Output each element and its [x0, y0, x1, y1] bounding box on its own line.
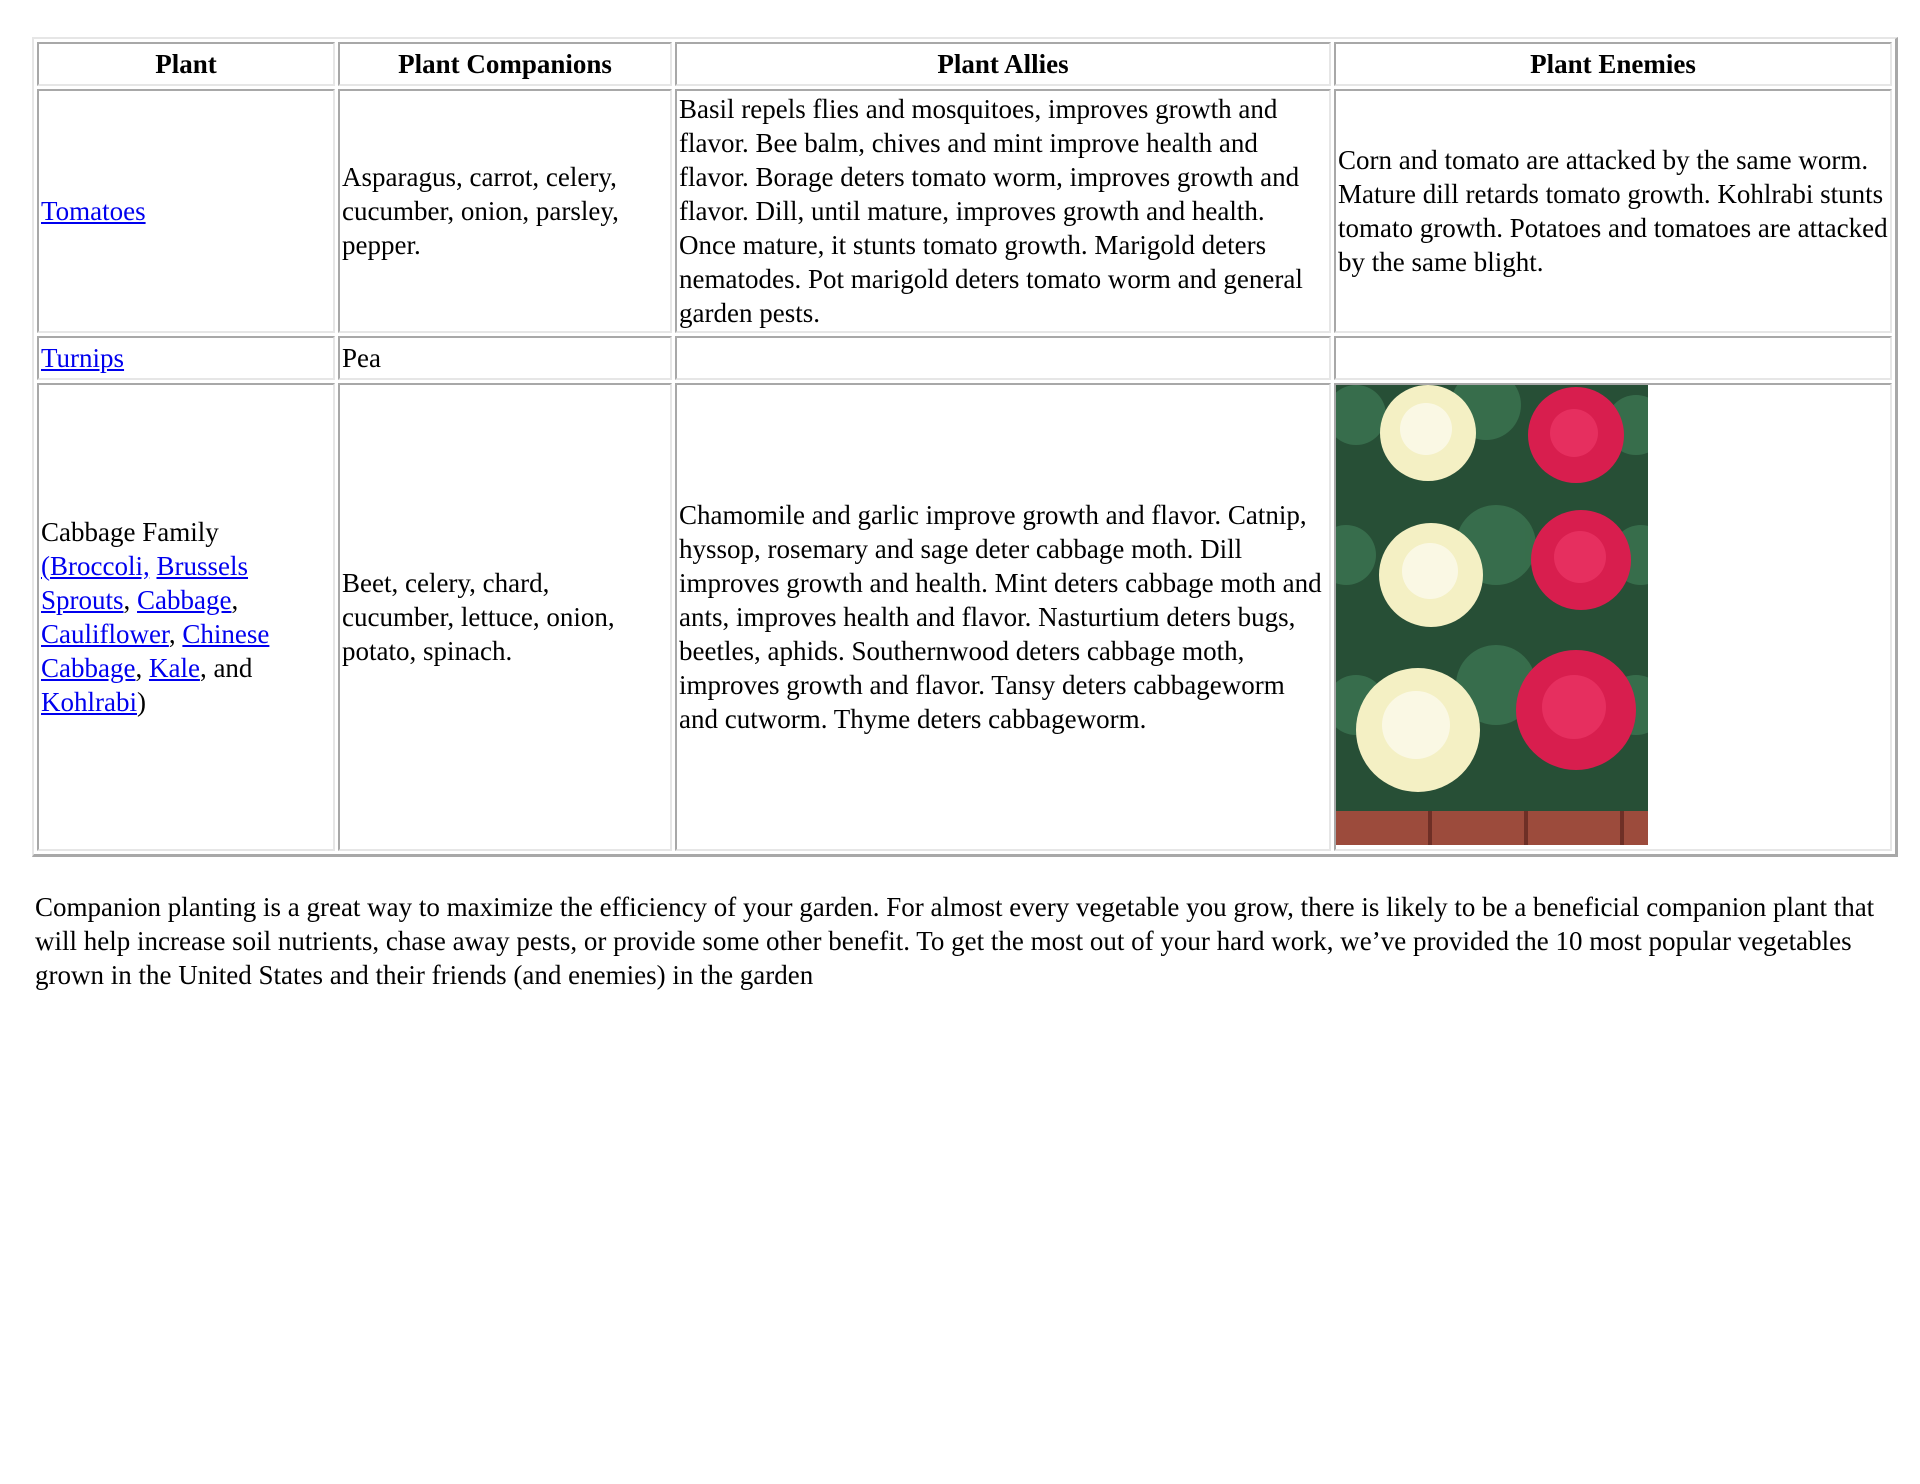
- paren-open-link[interactable]: (: [41, 551, 50, 581]
- header-plant: Plant: [37, 42, 335, 86]
- table-row-turnips: [37, 336, 1892, 380]
- kale-illustration: [1336, 385, 1648, 845]
- cell-allies: Basil repels flies and mosquitoes, improves growth and flavor. Bee balm, chives and mint improve health and flavor. Borage deters tomato worm, improves growth and flavor. Dill, until mature, improves growth and health. Once mature, it stunts tomato growth. Marigold deters nematodes. Pot marigold deters tomato worm and general garden pests.: [675, 89, 1331, 333]
- and-text: , and: [199, 653, 253, 683]
- cauliflower-link[interactable]: Cauliflower: [41, 619, 169, 649]
- separator: ,: [231, 585, 239, 615]
- chinese-cabbage-link[interactable]: Chinese Cabbage: [41, 619, 270, 683]
- broccoli-link[interactable]: Broccoli,: [50, 551, 150, 581]
- cell-allies: Chamomile and garlic improve growth and flavor. Catnip, hyssop, rosemary and sage deter cabbage moth. Dill improves growth and health. Mint deters cabbage moth and ants, improves health and flavor. Nasturtium deters bugs, beetles, aphids. Southernwood deters cabbage moth, improves growth and flavor. Tansy deters cabbageworm and cutworm. Thyme deters cabbageworm.: [675, 383, 1331, 851]
- table-row-cabbage-family: [37, 383, 1892, 851]
- cell-plant: [37, 89, 335, 333]
- ornamental-kale-photo: [1336, 385, 1648, 845]
- cell-companions: Beet, celery, chard, cucumber, lettuce, onion, potato, spinach.: [338, 383, 672, 851]
- cell-plant: [37, 383, 335, 851]
- kale-link[interactable]: Kale: [148, 653, 200, 683]
- cell-enemies: Corn and tomato are attacked by the same worm. Mature dill retards tomato growth. Kohlrabi stunts tomato growth. Potatoes and tomatoes are attacked by the same blight.: [1334, 89, 1892, 333]
- table-header-row: [37, 42, 1892, 86]
- cell-image: [1334, 383, 1892, 851]
- paren-close: ): [136, 687, 146, 717]
- header-plant-enemies: Plant Enemies: [1334, 42, 1892, 86]
- turnips-link[interactable]: Turnips: [41, 343, 125, 373]
- cabbage-link[interactable]: Cabbage: [137, 585, 232, 615]
- cell-plant: [37, 336, 335, 380]
- kohlrabi-link[interactable]: Kohlrabi: [41, 687, 137, 717]
- brick-edge: [1336, 811, 1648, 845]
- cell-companions: Asparagus, carrot, celery, cucumber, onion, parsley, pepper.: [338, 89, 672, 333]
- separator: ,: [123, 585, 131, 615]
- cell-enemies: [1334, 336, 1892, 380]
- separator: ,: [135, 653, 143, 683]
- table-row-tomatoes: [37, 89, 1892, 333]
- separator: ,: [168, 619, 176, 649]
- tomatoes-link[interactable]: Tomatoes: [41, 196, 146, 226]
- header-plant-allies: Plant Allies: [675, 42, 1331, 86]
- brussels-sprouts-link[interactable]: Brussels Sprouts: [41, 551, 248, 615]
- cell-allies: [675, 336, 1331, 380]
- cabbage-family-label: Cabbage Family: [41, 517, 219, 547]
- header-plant-companions: Plant Companions: [338, 42, 672, 86]
- companion-plant-table: [32, 37, 1898, 857]
- cell-companions: Pea: [338, 336, 672, 380]
- intro-paragraph: Companion planting is a great way to maximize the efficiency of your garden. For almost every vegetable you grow, there is likely to be a beneficial companion plant that will help increase soil nutrients, chase away pests, or provide some other benefit. To get the most out of your hard work, we’ve provided the 10 most popular vegetables grown in the United States and their friends (and enemies) in the garden: [35, 892, 1875, 990]
